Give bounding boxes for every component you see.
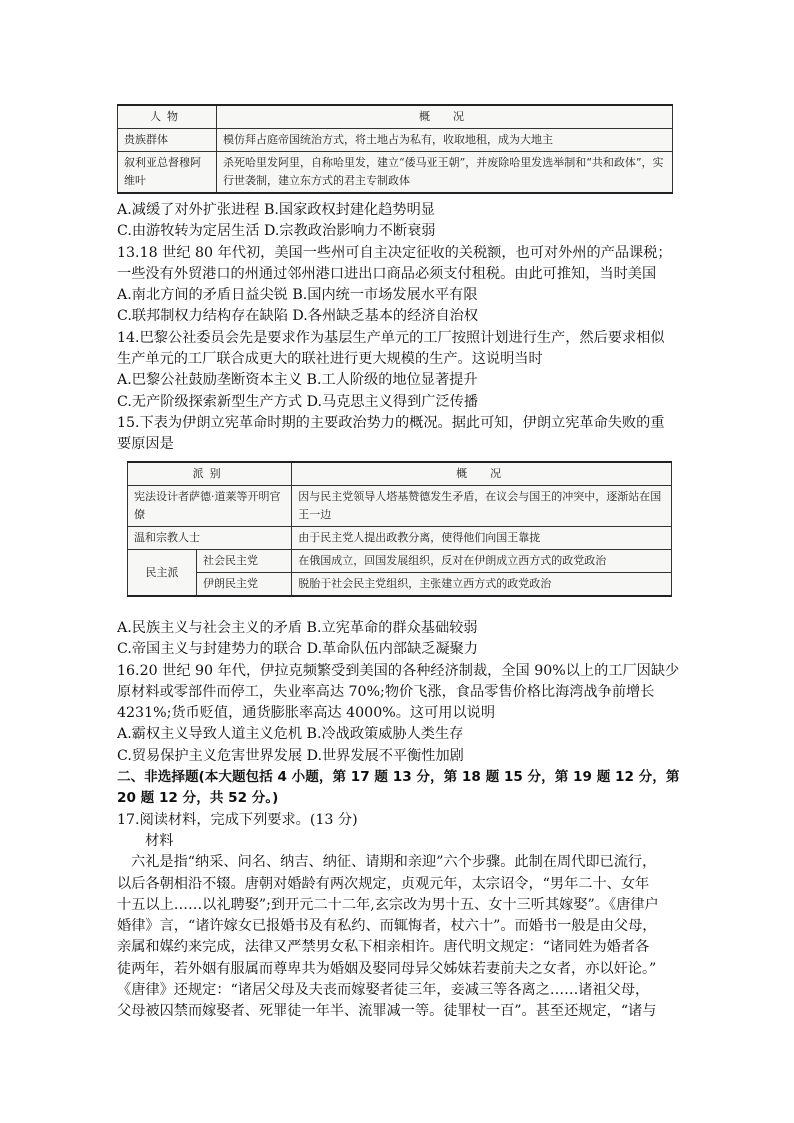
section-heading: 20 题 12 分，共 52 分。): [117, 790, 279, 807]
q14-stem: 生产单元的工厂联合成更大的联社进行更大规模的生产。这说明当时: [117, 351, 543, 368]
questions-15-17-block: [117, 618, 683, 1023]
q14-stem: 14.巴黎公社委员会先是要求作为基层生产单元的工厂按照计划进行生产，然后要求相似: [117, 329, 665, 346]
material-line: 亲属和媒约来完成，法律又严禁男女私下相亲相许。唐代明文规定：“诸同姓为婚者各: [117, 939, 650, 956]
q13-stem: 一些没有外贸港口的州通过邻州港口进出口商品必须支付租税。由此可推知，当时美国: [117, 265, 657, 282]
questions-12-15-block: [117, 200, 683, 456]
table-row: [128, 486, 672, 527]
table-header-cell: 概 况: [292, 462, 672, 486]
q17-stem: 17.阅读材料，完成下列要求。(13 分): [117, 811, 358, 828]
q16-stem: 原材料或零部件而停工，失业率高达 70%;物价飞涨，食品零售价格比海湾战争前增长: [117, 683, 655, 700]
table-row: [128, 527, 672, 550]
material-line: 徒两年，若外姻有服属而尊卑共为婚姻及娶同母异父姊妹若妻前夫之女者，亦以奸论。”: [117, 960, 657, 977]
table-header-cell: 人物: [118, 105, 217, 129]
q13-options: C.联邦制权力结构存在缺陷 D.各州缺乏基本的经济自治权: [117, 308, 479, 325]
q15-stem: 要原因是: [117, 436, 174, 453]
table-row: [128, 573, 672, 597]
material-line: 《唐律》还规定：“诸居父母及夫丧而嫁娶者徒三年，妾减三等各离之……诸祖父母，: [117, 982, 650, 999]
q16-options: A.霸权主义导致人道主义危机 B.冷战政策威胁人类生存: [117, 726, 464, 743]
material-line: 六礼是指“纳采、问名、纳吉、纳征、请期和亲迎”六个步骤。此制在周代即已流行，: [131, 854, 657, 871]
table-cell: 伊朗民主党: [197, 573, 292, 597]
table-political-forces: [127, 461, 672, 597]
q15-stem: 15.下表为伊朗立宪革命时期的主要政治势力的概况。据此可知，伊朗立宪革命失败的重: [117, 414, 665, 431]
table-cell: 温和宗教人士: [128, 527, 292, 550]
material-line: 十五以上……以礼聘娶”;到开元二十二年,玄宗改为男十五、女十三听其嫁娶”。《唐律户: [117, 896, 659, 913]
q12-options: C.由游牧转为定居生活 D.宗教政治影响力不断衰弱: [117, 223, 436, 240]
q15-options: C.帝国主义与封建势力的联合 D.革命队伍内部缺乏凝聚力: [117, 641, 479, 658]
table-cell: 杀死哈里发阿里，自称哈里发，建立“倭马亚王朝”，并废除哈里发选举制和“共和政体”，实行世袭制，建立东方式的君主专制政体: [217, 152, 673, 194]
table-cell: 社会民主党: [197, 550, 292, 573]
q13-options: A.南北方间的矛盾日益尖锐 B.国内统一市场发展水平有限: [117, 287, 478, 304]
table-header-cell: 概 况: [217, 105, 673, 129]
q16-stem: 16.20 世纪 90 年代，伊拉克频繁受到美国的各种经济制裁，全国 90%以上的工厂因缺少: [117, 662, 680, 679]
section-heading: 二、非选择题(本大题包括 4 小题，第 17 题 13 分，第 18 题 15 分，第 19 题 12 分，第: [117, 769, 680, 786]
table-row: [118, 152, 673, 194]
material-line: 父母被囚禁而嫁娶者、死罪徒一年半、流罪减一等。徒罪杖一百”。甚至还规定，“诸与: [117, 1003, 657, 1020]
table-figures-overview: [117, 104, 673, 194]
table-cell: 模仿拜占庭帝国统治方式，将土地占为私有，收取地租，成为大地主: [217, 129, 673, 152]
table-cell: 贵族群体: [118, 129, 217, 152]
q16-options: C.贸易保护主义危害世界发展 D.世界发展不平衡性加剧: [117, 747, 464, 764]
table-cell: 因与民主党领导人塔基赞德发生矛盾，在议会与国王的冲突中，逐渐站在国王一边: [292, 486, 672, 527]
table-header-row: [128, 462, 672, 486]
table-cell: 由于民主党人提出政教分离，使得他们向国王靠拢: [292, 527, 672, 550]
table-cell: 脱胎于社会民主党组织，主张建立西方式的政党政治: [292, 573, 672, 597]
table-cell: 叙利亚总督穆阿维叶: [118, 152, 217, 194]
table-row: [128, 550, 672, 573]
q14-options: A.巴黎公社鼓励垄断资本主义 B.工人阶级的地位显著提升: [117, 372, 478, 389]
table-row: [118, 129, 673, 152]
material-line: 婚律》言，“诸许嫁女已报婚书及有私约、而辄悔者，杖六十”。而婚书一般是由父母，: [117, 918, 657, 935]
q14-options: C.无产阶级探索新型生产方式 D.马克思主义得到广泛传播: [117, 393, 479, 410]
q13-stem: 13.18 世纪 80 年代初，美国一些州可自主决定征收的关税额，也可对外州的产品课税；: [117, 244, 672, 261]
material-line: 以后各朝相沿不辍。唐朝对婚龄有两次规定，贞观元年，太宗诏令，“男年二十、女年: [117, 875, 650, 892]
table-header-cell: 派别: [128, 462, 292, 486]
q16-stem: 4231%;货币贬值，通货膨胀率高达 4000%。这可用以说明: [117, 705, 496, 722]
q15-options: A.民族主义与社会主义的矛盾 B.立宪革命的群众基础较弱: [117, 620, 478, 636]
table-cell: 宪法设计者萨德·道莱等开明官僚: [128, 486, 292, 527]
table-header-row: [118, 105, 673, 129]
table-cell: 在俄国成立，回国发展组织，反对在伊朗成立西方式的政党政治: [292, 550, 672, 573]
table-cell: 民主派: [128, 550, 197, 597]
material-label: 材料: [145, 832, 174, 849]
q12-options: A.减缓了对外扩张进程 B.国家政权封建化趋势明显: [117, 202, 435, 218]
